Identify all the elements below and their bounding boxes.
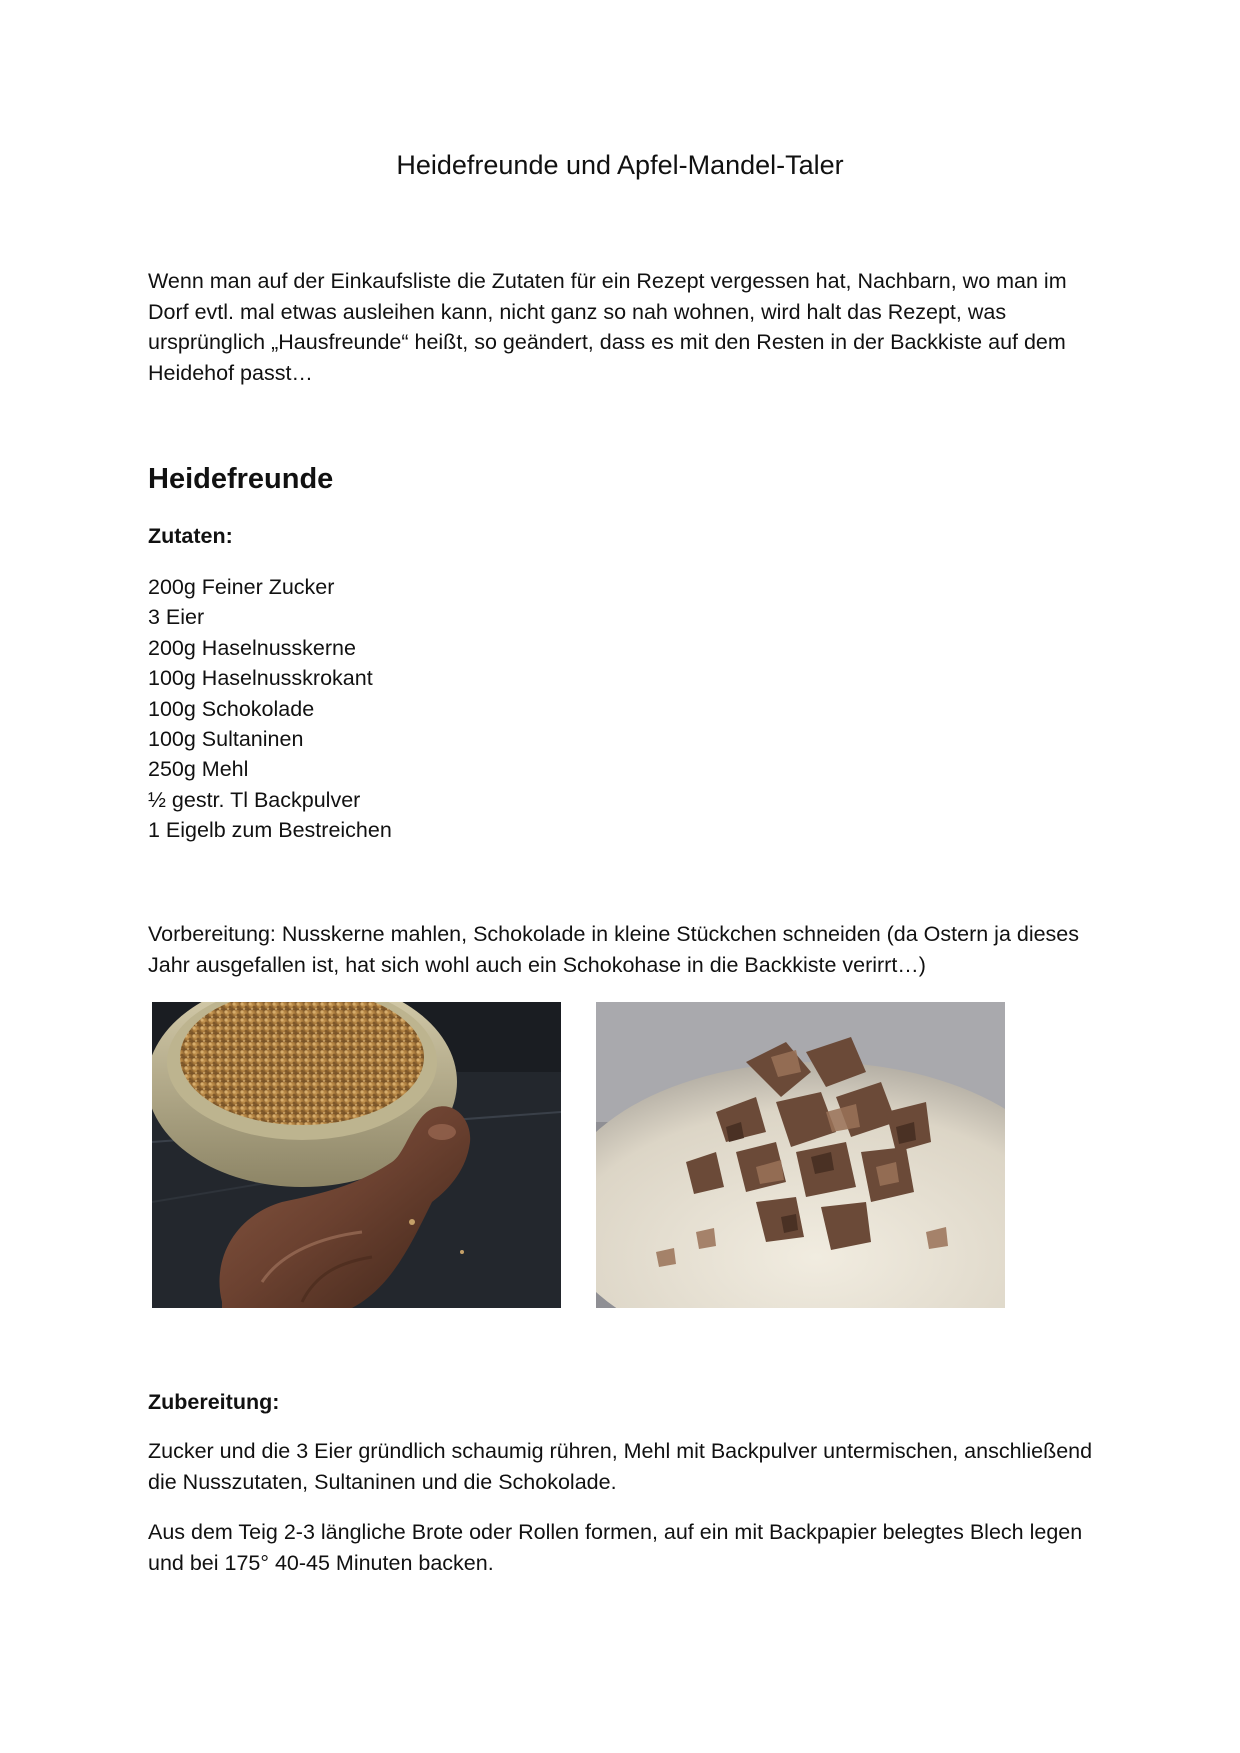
ingredient-item: 200g Haselnusskerne [148,635,356,660]
ingredient-item: 100g Schokolade [148,696,315,721]
recipe-heading: Heidefreunde [148,463,334,495]
ingredient-item: 100g Haselnusskrokant [148,666,373,691]
ingredient-item: 1 Eigelb zum Bestreichen [148,818,392,843]
preparation-paragraph: Vorbereitung: Nusskerne mahlen, Schokolade in kleine Stückchen schneiden (da Ostern ja dieses Jahr ausgefallen ist, hat sich wohl auch ein Schokohase in die Backkiste verirrt…) [148,922,1080,977]
ingredient-item: ½ gestr. Tl Backpulver [148,787,361,812]
ingredient-item: 250g Mehl [148,757,249,782]
intro-paragraph: Wenn man auf der Einkaufsliste die Zutaten für ein Rezept vergessen hat, Nachbarn, wo man im Dorf evtl. mal etwas ausleihen kann, nicht ganz so nah wohnen, wird halt das Rezept, was ursprünglich „Hausfreunde“ heißt, so geändert, dass es mit den Resten in der Backkiste auf dem Heidehof passt… [148,269,1067,385]
ingredients-heading: Zutaten: [148,524,233,548]
document-title: Heidefreunde und Apfel-Mandel-Taler [396,150,844,180]
ingredients-list [148,572,392,846]
method-step: Aus dem Teig 2-3 längliche Brote oder Rollen formen, auf ein mit Backpapier belegtes Blech legen und bei 175° 40-45 Minuten backen. [148,1520,1083,1575]
photo-flour-with-chopped-chocolate [596,1002,1005,1308]
ingredient-item: 3 Eier [148,605,205,630]
ingredient-item: 100g Sultaninen [148,727,304,752]
ingredient-item: 200g Feiner Zucker [148,575,335,599]
method-heading: Zubereitung: [148,1390,280,1414]
method-step: Zucker und die 3 Eier gründlich schaumig rühren, Mehl mit Backpulver untermischen, anschließend die Nusszutaten, Sultaninen und die Schokolade. [148,1439,1093,1494]
photo-nuts-and-chocolate-bunny [152,1002,561,1308]
